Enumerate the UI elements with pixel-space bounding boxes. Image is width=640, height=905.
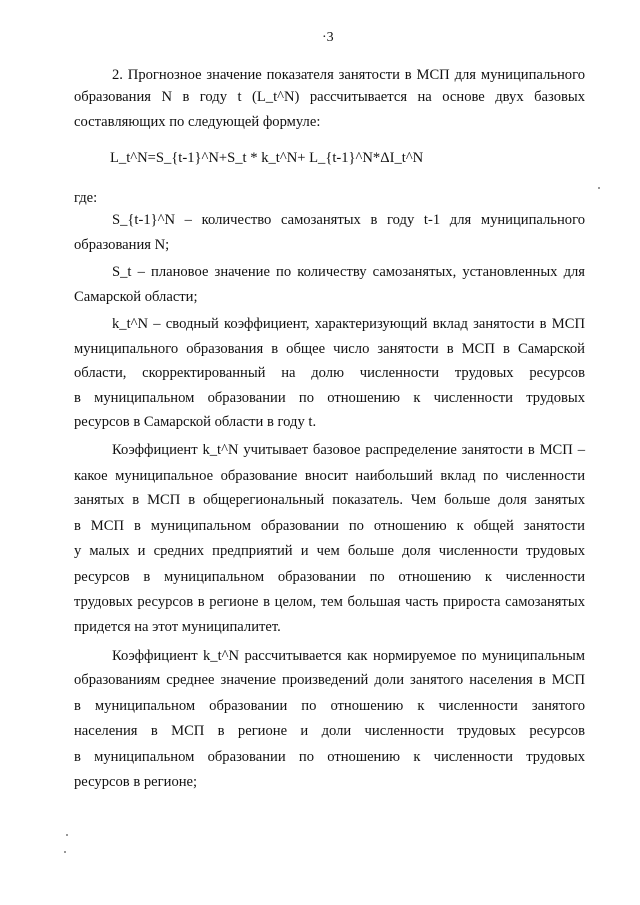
paragraph-line: в муниципальном образовании по отношению к численности трудовых xyxy=(74,390,585,406)
paragraph-line: k_t^N – сводный коэффициент, характеризующий вклад занятости в МСП xyxy=(112,316,585,332)
paragraph-line: у малых и средних предприятий и чем больше доля численности трудовых xyxy=(74,543,585,559)
scan-speck xyxy=(64,851,66,853)
paragraph-line: ресурсов в Самарской области в году t. xyxy=(74,414,317,430)
page-number: ·3 xyxy=(322,30,334,45)
paragraph-line: населения в МСП в регионе и доли численности трудовых ресурсов xyxy=(74,723,585,739)
paragraph-line: образования N в году t (L_t^N) рассчитывается на основе двух базовых xyxy=(74,89,585,105)
paragraph-line: придется на этот муниципалитет. xyxy=(74,619,281,635)
paragraph-line: в муниципальном образовании по отношению к численности занятого xyxy=(74,698,585,714)
paragraph-line: ресурсов в муниципальном образовании по отношению к численности xyxy=(74,569,585,585)
paragraph-line: ресурсов в регионе; xyxy=(74,774,198,790)
paragraph-line: трудовых ресурсов в регионе в целом, тем большая часть прироста самозанятых xyxy=(74,594,585,610)
paragraph-line: в муниципальном образовании по отношению к численности трудовых xyxy=(74,749,585,765)
scan-speck xyxy=(66,834,68,836)
paragraph-line: образованиям среднее значение произведений доли занятого населения в МСП xyxy=(74,672,585,688)
paragraph-line: 2. Прогнозное значение показателя занятости в МСП для муниципального xyxy=(112,67,585,83)
scan-speck xyxy=(598,187,600,189)
paragraph-line: Коэффициент k_t^N рассчитывается как нормируемое по муниципальным xyxy=(112,648,585,664)
paragraph-line: занятых в МСП в общерегиональный показатель. Чем больше доля занятых xyxy=(74,492,585,508)
paragraph-line: S_t – плановое значение по количеству самозанятых, установленных для xyxy=(112,264,585,280)
paragraph-line: S_{t-1}^N – количество самозанятых в году t-1 для муниципального xyxy=(112,212,585,228)
paragraph-line: какое муниципальное образование вносит наибольший вклад по численности xyxy=(74,468,585,484)
paragraph-line: в МСП в муниципальном образовании по отношению к общей занятости xyxy=(74,518,585,534)
paragraph-line: области, скорректированный на долю численности трудовых ресурсов xyxy=(74,365,585,381)
paragraph-line: Коэффициент k_t^N учитывает базовое распределение занятости в МСП – xyxy=(112,442,585,458)
paragraph-line: составляющих по следующей формуле: xyxy=(74,114,321,130)
formula: L_t^N=S_{t-1}^N+S_t * k_t^N+ L_{t-1}^N*ΔI_t^N xyxy=(110,150,424,166)
paragraph-line: муниципального образования в общее число занятости в МСП в Самарской xyxy=(74,341,585,357)
paragraph-line: где: xyxy=(74,190,98,206)
paragraph-line: образования N; xyxy=(74,237,170,253)
paragraph-line: Самарской области; xyxy=(74,289,198,305)
